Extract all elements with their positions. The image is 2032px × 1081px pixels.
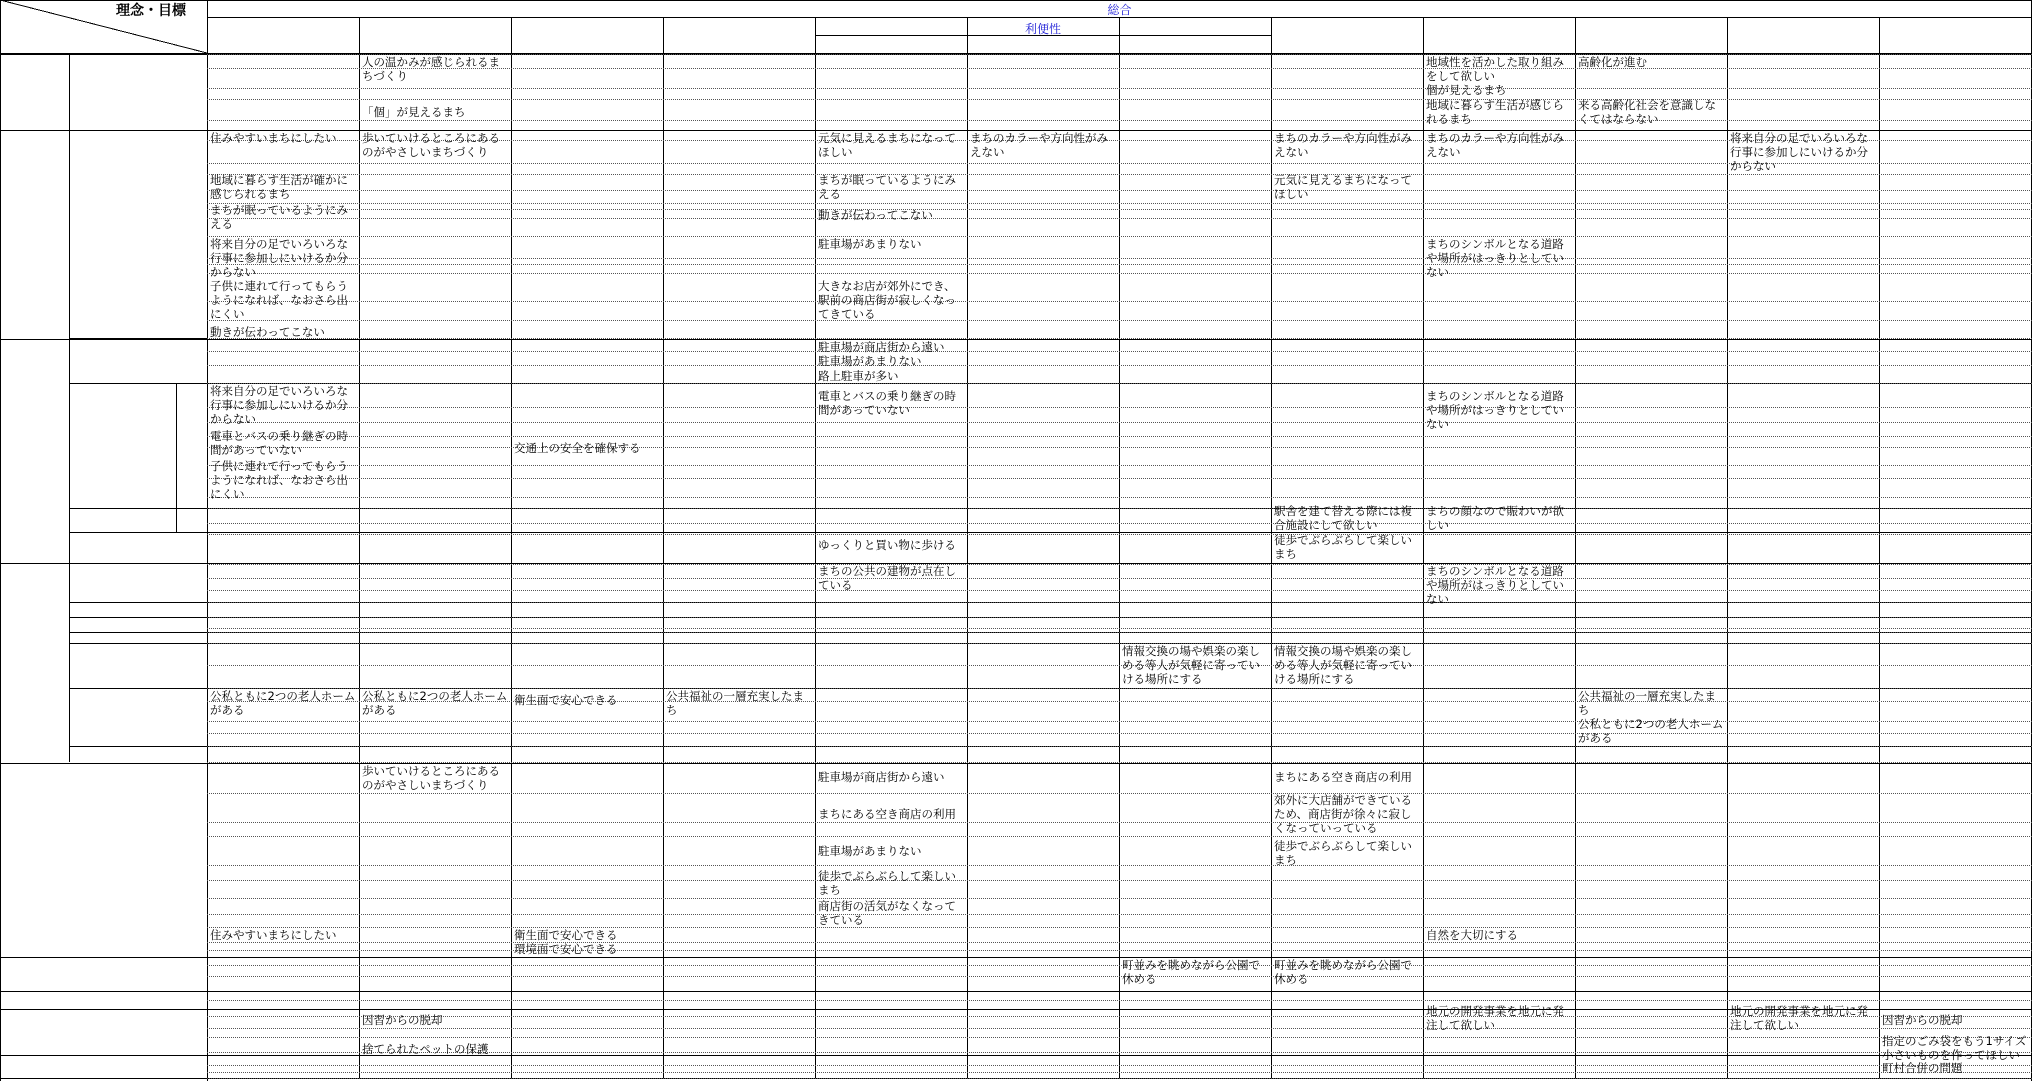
row-group-kokyoshisetsu bbox=[0, 563, 69, 763]
matrix-cell: 来る高齢化社会を意識しなくてはならない bbox=[1578, 98, 1716, 126]
matrix-cell: 元気に見えるまちになってほしい bbox=[1274, 173, 1412, 201]
row-group-shizen bbox=[0, 927, 207, 957]
matrix-cell: 歩いていけるところにあるのがやさしいまちづくり bbox=[362, 764, 500, 792]
matrix-cell: 環境面で安心できる bbox=[514, 942, 618, 956]
matrix-cell: まちの公共の建物が点在している bbox=[818, 564, 956, 592]
matrix-cell: 高齢化が進む bbox=[1578, 55, 1647, 69]
matrix-cell: まちにある空き商店の利用 bbox=[818, 807, 956, 821]
matrix-cell: 地域に暮らす生活が確かに感じられるまち bbox=[210, 173, 348, 201]
matrix-cell: 商店街の活気がなくなってきている bbox=[818, 899, 956, 927]
matrix-cell: 地元の開発事業を地元に発注して欲しい bbox=[1730, 1004, 1868, 1032]
matrix-cell: 公私ともに2つの老人ホームがある bbox=[1578, 717, 1724, 745]
matrix-cell: 公共福祉の一層充実したまち bbox=[666, 689, 804, 717]
matrix-cell: まちのカラーや方向性がみえない bbox=[1274, 131, 1412, 159]
row-group-sonota bbox=[0, 1009, 207, 1078]
row-sub-eki bbox=[176, 508, 207, 532]
matrix-cell: 子供に連れて行ってもらうようになれば、なおさら出にくい bbox=[210, 459, 348, 501]
header-general: 総合 bbox=[1107, 3, 1132, 17]
row-sub-shisetsu-5 bbox=[69, 688, 207, 746]
matrix-cell: まちが眠っているようにみえる bbox=[210, 203, 348, 231]
matrix-cell: 駐車場があまりない bbox=[818, 237, 922, 251]
row-sub-shisetsu-3 bbox=[69, 632, 207, 643]
row-group-koen bbox=[0, 957, 207, 991]
matrix-cell: 将来自分の足でいろいろな行事に参加しにいけるか分からない bbox=[1730, 131, 1868, 173]
row-sub-shisetsu-1 bbox=[69, 602, 207, 617]
matrix-cell: 指定のごみ袋をもう1サイズ小さいものを作ってほしい bbox=[1882, 1034, 2027, 1062]
matrix-cell: 因習からの脱却 bbox=[362, 1013, 443, 1027]
row-group-machi bbox=[0, 54, 69, 339]
matrix-cell: ゆっくりと買い物に歩ける bbox=[818, 538, 956, 552]
matrix-cell: まちのシンボルとなる道路や場所がはっきりとしていない bbox=[1426, 389, 1564, 431]
matrix-cell: 動きが伝わってこない bbox=[210, 325, 325, 339]
matrix-cell: 地元の開発事業を地元に発注して欲しい bbox=[1426, 1004, 1564, 1032]
matrix-cell: 住みやすいまちにしたい bbox=[210, 131, 337, 145]
row-sub-shisetsu-0 bbox=[69, 563, 207, 602]
matrix-cell: 路上駐車が多い bbox=[818, 369, 899, 383]
matrix-cell: 捨てられたペットの保護 bbox=[362, 1042, 489, 1056]
matrix-cell: 電車とバスの乗り継ぎの時間があっていない bbox=[210, 429, 348, 457]
matrix-cell: 町並みを眺めながら公園で休める bbox=[1274, 958, 1412, 986]
matrix-cell: 大きなお店が郊外にでき、駅前の商店街が寂しくなってきている bbox=[818, 279, 956, 321]
matrix-cell: 「個」が見えるまち bbox=[362, 105, 466, 119]
matrix-cell: 公私ともに2つの老人ホームがある bbox=[210, 689, 356, 717]
matrix-cell: 子供に連れて行ってもらうようになれば、なおさら出にくい bbox=[210, 279, 348, 321]
matrix-cell: 駐車場があまりない bbox=[818, 844, 922, 858]
matrix-cell: まちのシンボルとなる道路や場所がはっきりとしていない bbox=[1426, 564, 1564, 606]
matrix-cell: まちにある空き商店の利用 bbox=[1274, 770, 1412, 784]
matrix-cell: 駐車場が商店街から遠い bbox=[818, 770, 945, 784]
matrix-cell: 動きが伝わってこない bbox=[818, 208, 933, 222]
matrix-cell: 電車とバスの乗り継ぎの時間があっていない bbox=[818, 389, 956, 417]
matrix-cell: 自然を大切にする bbox=[1426, 928, 1518, 942]
row-sub-shisetsu-6 bbox=[69, 746, 207, 763]
matrix-cell: 徒歩でぶらぶらして楽しいまち bbox=[1274, 839, 1412, 867]
row-group-sangyo bbox=[0, 991, 207, 1009]
matrix-cell: 町並みを眺めながら公園で休める bbox=[1122, 958, 1260, 986]
matrix-cell: 郊外に大店舗ができているため、商店街が徐々に寂しくなっていっている bbox=[1274, 793, 1412, 835]
row-sub-shisetsu-2 bbox=[69, 617, 207, 632]
row-group-kotsu bbox=[0, 339, 69, 563]
row-sub-kokyo bbox=[69, 383, 176, 508]
matrix-cell: まちのカラーや方向性がみえない bbox=[1426, 131, 1564, 159]
matrix-cell: 住みやすいまちにしたい bbox=[210, 928, 337, 942]
matrix-cell: 元気に見えるまちになってほしい bbox=[818, 131, 956, 159]
matrix-cell: 情報交換の場や娯楽の楽しめる等人が気軽に寄っていける場所にする bbox=[1122, 644, 1260, 686]
matrix-cell: 徒歩でぶらぶらして楽しいまち bbox=[818, 869, 956, 897]
matrix-cell: 衛生面で安心できる bbox=[514, 928, 618, 942]
matrix-cell: 地域性を活かした取り組みをして欲しい bbox=[1426, 55, 1564, 83]
matrix-cell: 駅舎を建て替える際には複合施設にして欲しい bbox=[1274, 504, 1412, 532]
matrix-cell: 将来自分の足でいろいろな行事に参加しにいけるか分からない bbox=[210, 384, 348, 426]
matrix-cell: 衛生面で安心できる bbox=[514, 693, 618, 707]
matrix-cell: まちのカラーや方向性がみえない bbox=[970, 131, 1108, 159]
header-convenience: 利便性 bbox=[1024, 22, 1061, 36]
row-sub-kuruma bbox=[69, 339, 207, 383]
matrix-cell: 公私ともに2つの老人ホームがある bbox=[362, 689, 508, 717]
matrix-cell: 交通上の安全を確保する bbox=[514, 441, 641, 455]
matrix-cell: まちのシンボルとなる道路や場所がはっきりとしていない bbox=[1426, 237, 1564, 279]
matrix-cell: 駐車場があまりない bbox=[818, 354, 922, 368]
matrix-cell: 情報交換の場や娯楽の楽しめる等人が気軽に寄っていける場所にする bbox=[1274, 644, 1412, 686]
row-sub-shisetsu-4 bbox=[69, 643, 207, 688]
matrix-cell: 将来自分の足でいろいろな行事に参加しにいけるか分からない bbox=[210, 237, 348, 279]
row-sub-chushin bbox=[69, 130, 207, 339]
matrix-cell: 歩いていけるところにあるのがやさしいまちづくり bbox=[362, 131, 500, 159]
row-sub-zentai bbox=[69, 54, 207, 130]
corner-title: 理念・目標 bbox=[116, 3, 186, 19]
matrix-cell: 徒歩でぶらぶらして楽しいまち bbox=[1274, 533, 1412, 561]
row-sub-toho bbox=[69, 532, 207, 563]
matrix-cell: 地域に暮らす生活が感じられるまち bbox=[1426, 98, 1564, 126]
matrix-cell: 町村合併の問題 bbox=[1882, 1061, 1963, 1075]
matrix-cell: 因習からの脱却 bbox=[1882, 1013, 1963, 1027]
matrix-cell: 公共福祉の一層充実したまち bbox=[1578, 689, 1716, 717]
matrix-cell: 人の温かみが感じられるまちづくり bbox=[362, 55, 500, 83]
matrix-cell: 個が見えるまち bbox=[1426, 83, 1507, 97]
matrix-cell: まちの顔なので賑わいが欲しい bbox=[1426, 504, 1564, 532]
matrix-cell: まちが眠っているようにみえる bbox=[818, 173, 956, 201]
matrix-cell: 駐車場が商店街から遠い bbox=[818, 340, 945, 354]
